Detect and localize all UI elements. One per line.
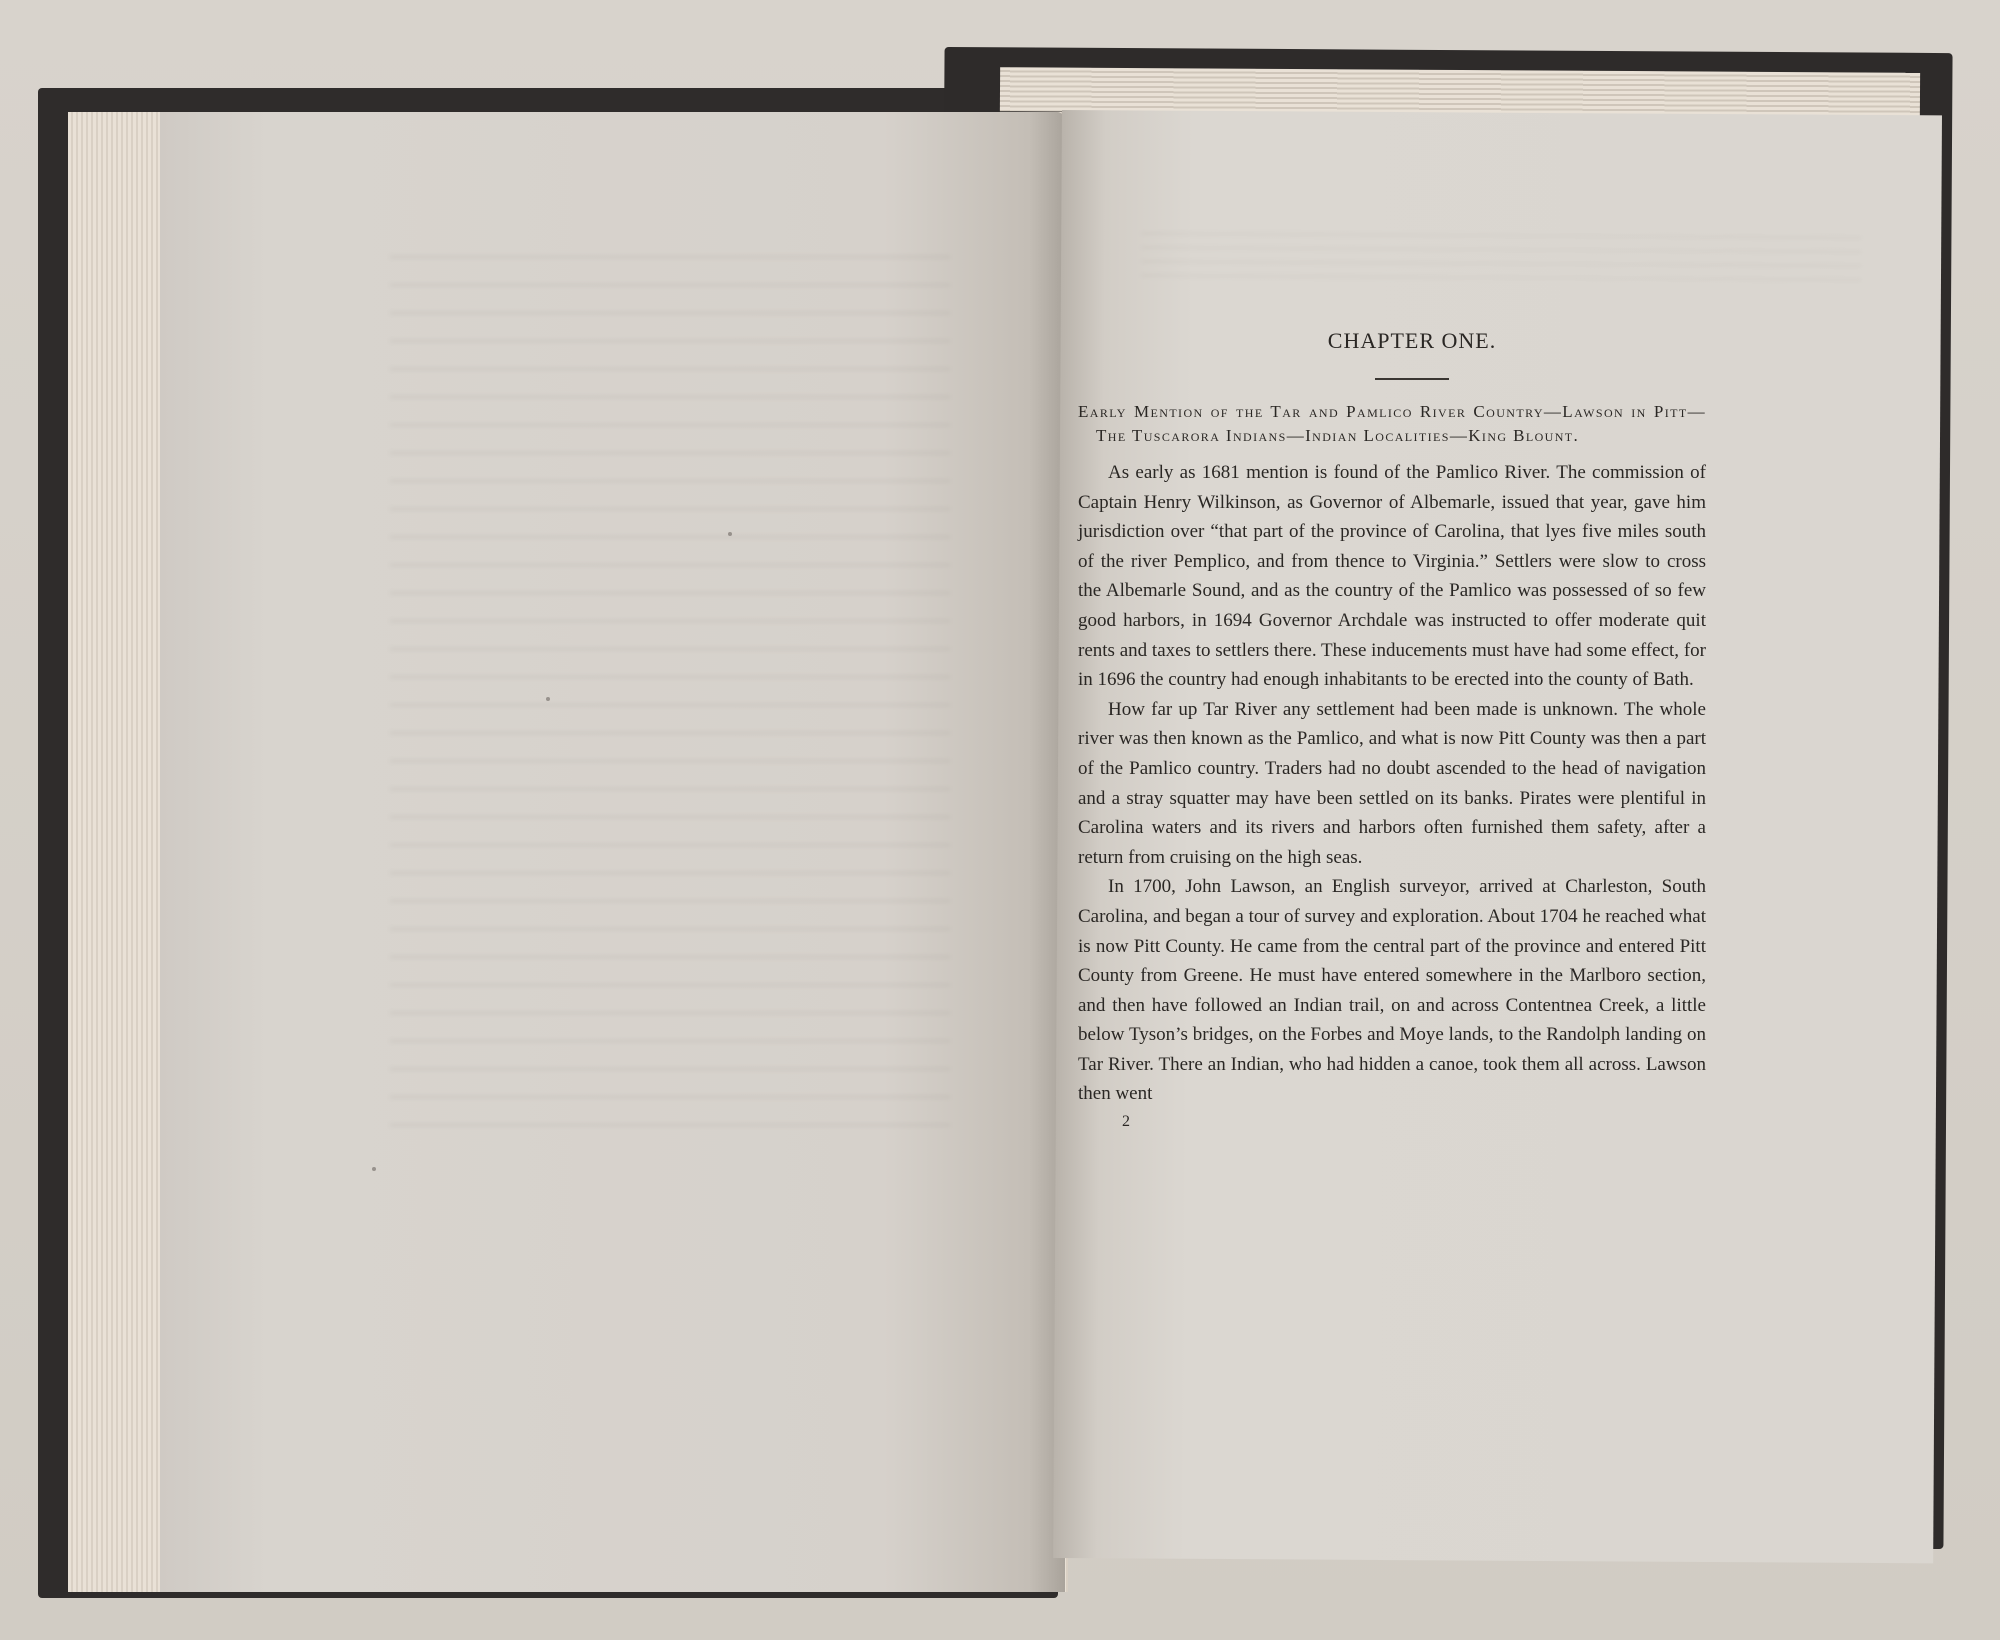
paper-speck (372, 1167, 376, 1171)
page-number: 2 (1122, 1113, 1130, 1131)
paragraph: In 1700, John Lawson, an English surveyor, arrived at Charleston, South Carolina, and began a tour of survey and exploration. About 1704 he reached what is now Pitt County. He came from the central part of the province and entered Pitt County from Greene. He must have entered somewhere in the Marlboro section, and then have followed an Indian trail, on and across Contentnea Creek, a little below Tyson’s bridges, on the Forbes and Moye lands, to the Randolph landing on Tar River. There an Indian, who had hidden a canoe, took them all across. Lawson then went (1078, 876, 1706, 1105)
paragraph: How far up Tar River any settlement had been made is unknown. The whole river was then known as the Pamlico, and what is now Pitt County was then a part of the Pamlico country. Traders had no doubt ascended to the head of navigation and a stray squatter may have been settled on its banks. Pirates were plentiful in Carolina waters and its rivers and harbors often furnished them safety, after a return from cruising on the high seas. (1078, 698, 1706, 868)
page-stack-edge-top (1000, 67, 1920, 117)
page-text-block (1078, 318, 1706, 1131)
title-rule (1375, 378, 1449, 380)
blank-left-page (160, 112, 1065, 1592)
bleed-through-text (390, 242, 950, 1142)
paper-speck (728, 532, 732, 536)
chapter-title: CHAPTER ONE. (1327, 328, 1497, 353)
bleed-through-text (1141, 220, 1861, 284)
paragraph: As early as 1681 mention is found of the Pamlico River. The commission of Captain Henry Wilkinson, as Governor of Albemarle, issued that year, gave him jurisdiction over “that part of the province of Carolina, that lyes five miles south of the river Pemplico, and from thence to Virginia.” Settlers were slow to cross the Albemarle Sound, and as the country of the Pamlico was possessed of so few good harbors, in 1694 Governor Archdale was instructed to offer moderate quit rents and taxes to settlers there. These inducements must have had some effect, for in 1696 the country had enough inhabitants to be erected into the county of Bath. (1078, 462, 1706, 691)
paper-speck (546, 697, 550, 701)
chapter-summary: Early Mention of the Tar and Pamlico River Country—Lawson in Pitt—The Tuscarora Indians—Indian Localities—King Blount. (1078, 402, 1706, 445)
